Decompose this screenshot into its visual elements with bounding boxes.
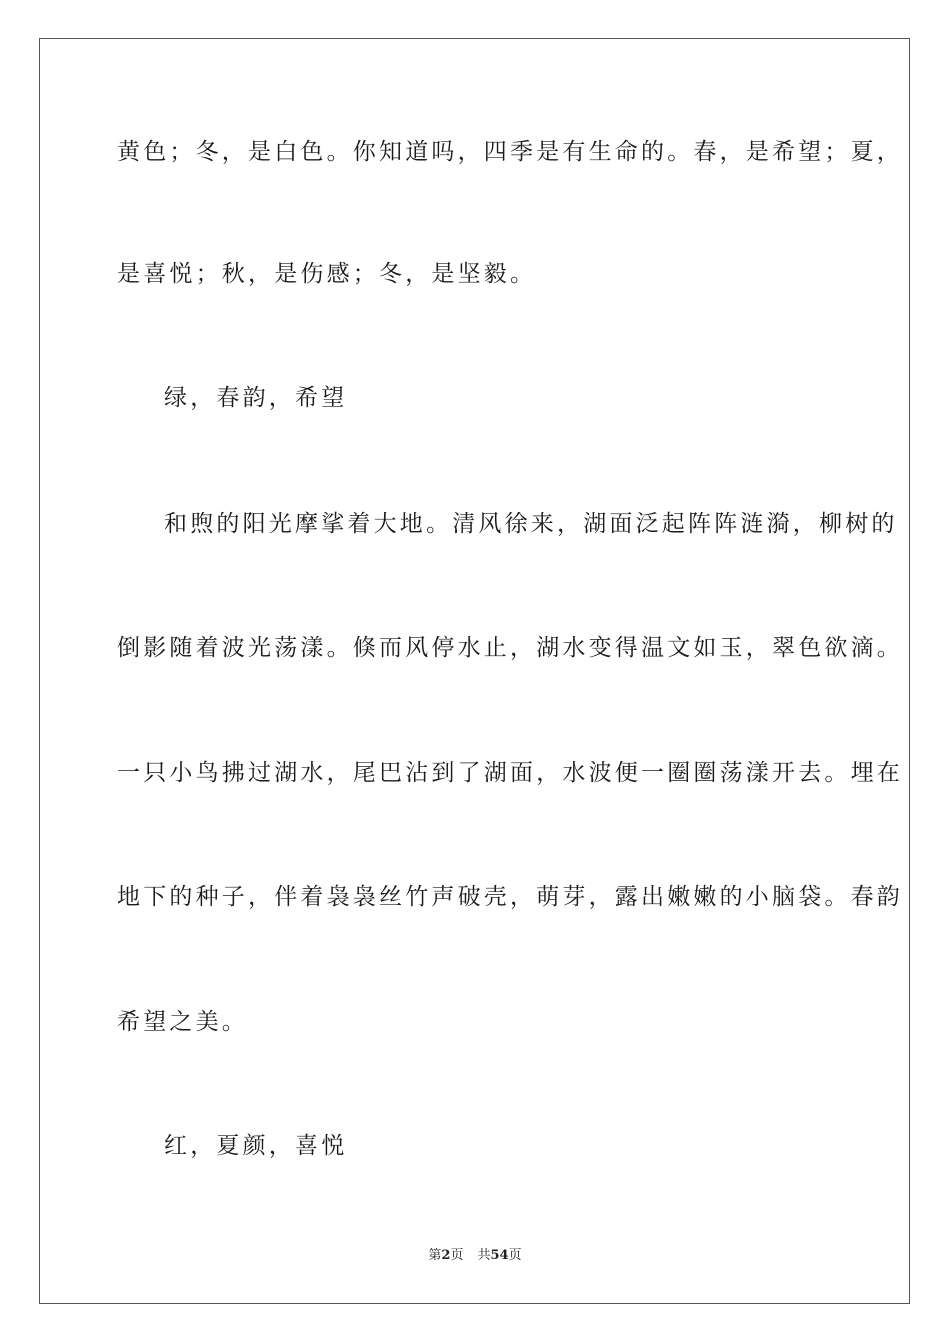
page-border xyxy=(39,38,910,1304)
total-pages: 54 xyxy=(490,1248,509,1263)
total-suffix: 页 xyxy=(508,1248,522,1263)
body-text-line: 一只小鸟拂过湖水，尾巴沾到了湖面，水波便一圈圈荡漾开去。埋在 xyxy=(117,760,903,786)
total-prefix: 共 xyxy=(477,1248,491,1263)
body-text-line: 和煦的阳光摩挲着大地。清风徐来，湖面泛起阵阵涟漪，柳树的 xyxy=(164,511,898,537)
body-text-line: 地下的种子，伴着袅袅丝竹声破壳，萌芽，露出嫩嫩的小脑袋。春韵 xyxy=(117,884,903,910)
page-prefix: 第 xyxy=(428,1248,442,1263)
page-footer xyxy=(0,1247,950,1265)
page-number: 2 xyxy=(441,1248,451,1263)
body-text-line: 希望之美。 xyxy=(117,1009,248,1035)
body-text-line: 是喜悦；秋，是伤感；冬，是坚毅。 xyxy=(117,261,537,287)
page-suffix: 页 xyxy=(450,1248,464,1263)
section-heading: 绿，春韵，希望 xyxy=(164,385,348,411)
body-text-line: 倒影随着波光荡漾。倏而风停水止，湖水变得温文如玉，翠色欲滴。 xyxy=(117,635,903,661)
section-heading: 红，夏颜，喜悦 xyxy=(164,1133,348,1159)
body-text-line: 黄色；冬，是白色。你知道吗，四季是有生命的。春，是希望；夏， xyxy=(117,139,903,165)
